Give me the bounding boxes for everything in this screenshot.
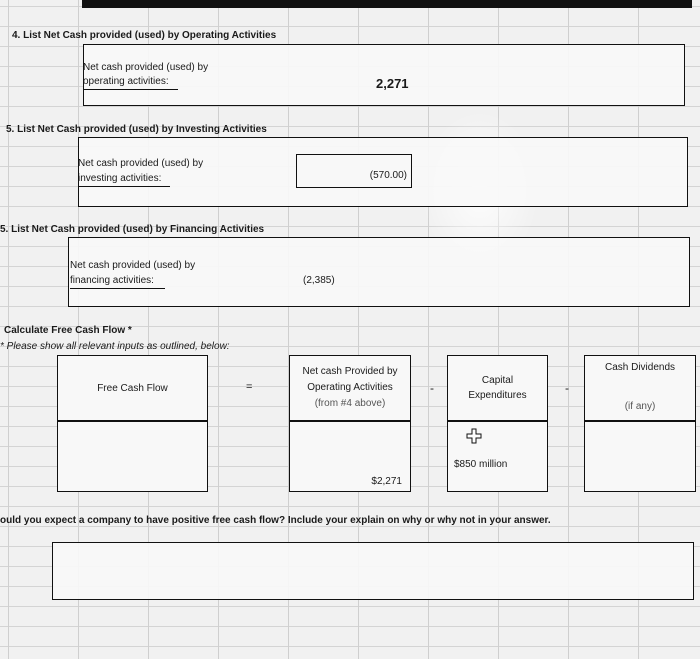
operating-label-underline bbox=[83, 89, 178, 90]
ncfo-line1: Net cash Provided by bbox=[302, 366, 398, 377]
dividends-label: Cash Dividends bbox=[604, 362, 676, 373]
dividends-header-cell bbox=[584, 355, 696, 421]
operating-label-line1: Net cash provided (used) by bbox=[83, 62, 209, 73]
section-4-heading: 4. List Net Cash provided (used) by Operating Activities bbox=[12, 30, 277, 41]
ncfo-input-cell[interactable] bbox=[289, 421, 411, 492]
dividends-input-cell[interactable] bbox=[584, 421, 696, 492]
minus-sign-2: - bbox=[565, 381, 569, 395]
free-cash-flow-label: Free Cash Flow bbox=[97, 382, 168, 394]
investing-value-cell bbox=[296, 154, 412, 188]
ncfo-value: $2,271 bbox=[371, 476, 402, 487]
top-border-bar bbox=[82, 0, 692, 8]
capex-value: $850 million bbox=[454, 459, 508, 470]
section-5-investing-heading: 5. List Net Cash provided (used) by Investing Activities bbox=[6, 124, 267, 135]
capex-input-cell[interactable] bbox=[447, 421, 548, 492]
dividends-note: (if any) bbox=[624, 401, 656, 412]
ncfo-line3: (from #4 above) bbox=[314, 398, 386, 409]
investing-cash-value: (570.00) bbox=[369, 170, 407, 181]
equals-sign: = bbox=[246, 381, 253, 393]
operating-label-line2: operating activities: bbox=[83, 76, 169, 87]
financing-label-line2: financing activities: bbox=[70, 275, 154, 286]
investing-label-line1: Net cash provided (used) by bbox=[78, 158, 204, 169]
free-cash-flow-input-cell[interactable] bbox=[57, 421, 208, 492]
investing-label-underline bbox=[78, 186, 170, 187]
ncfo-line2: Operating Activities bbox=[307, 382, 393, 393]
fcf-note: * Please show all relevant inputs as outlined, below: bbox=[0, 341, 230, 352]
section-5-financing-heading: 5. List Net Cash provided (used) by Financing Activities bbox=[0, 224, 265, 235]
financing-cash-value: (2,385) bbox=[303, 275, 335, 286]
question-text: ould you expect a company to have positive free cash flow? Include your explain on why or why not in your answer. bbox=[0, 515, 551, 526]
fcf-heading: Calculate Free Cash Flow * bbox=[4, 325, 132, 336]
financing-label-underline bbox=[70, 288, 165, 289]
capex-header-cell bbox=[447, 355, 548, 421]
minus-sign-1: - bbox=[430, 381, 434, 395]
financing-label-line1: Net cash provided (used) by bbox=[70, 260, 196, 271]
capex-line1: Capital bbox=[481, 375, 514, 386]
section-4-box bbox=[83, 44, 685, 106]
ncfo-header-cell bbox=[289, 355, 411, 421]
answer-box[interactable] bbox=[52, 542, 694, 600]
operating-cash-value: 2,271 bbox=[376, 76, 409, 91]
capex-line2: Expenditures bbox=[468, 390, 527, 401]
cursor-plus-icon bbox=[466, 428, 482, 444]
investing-label-line2: investing activities: bbox=[78, 173, 162, 184]
free-cash-flow-header-cell bbox=[57, 355, 208, 421]
